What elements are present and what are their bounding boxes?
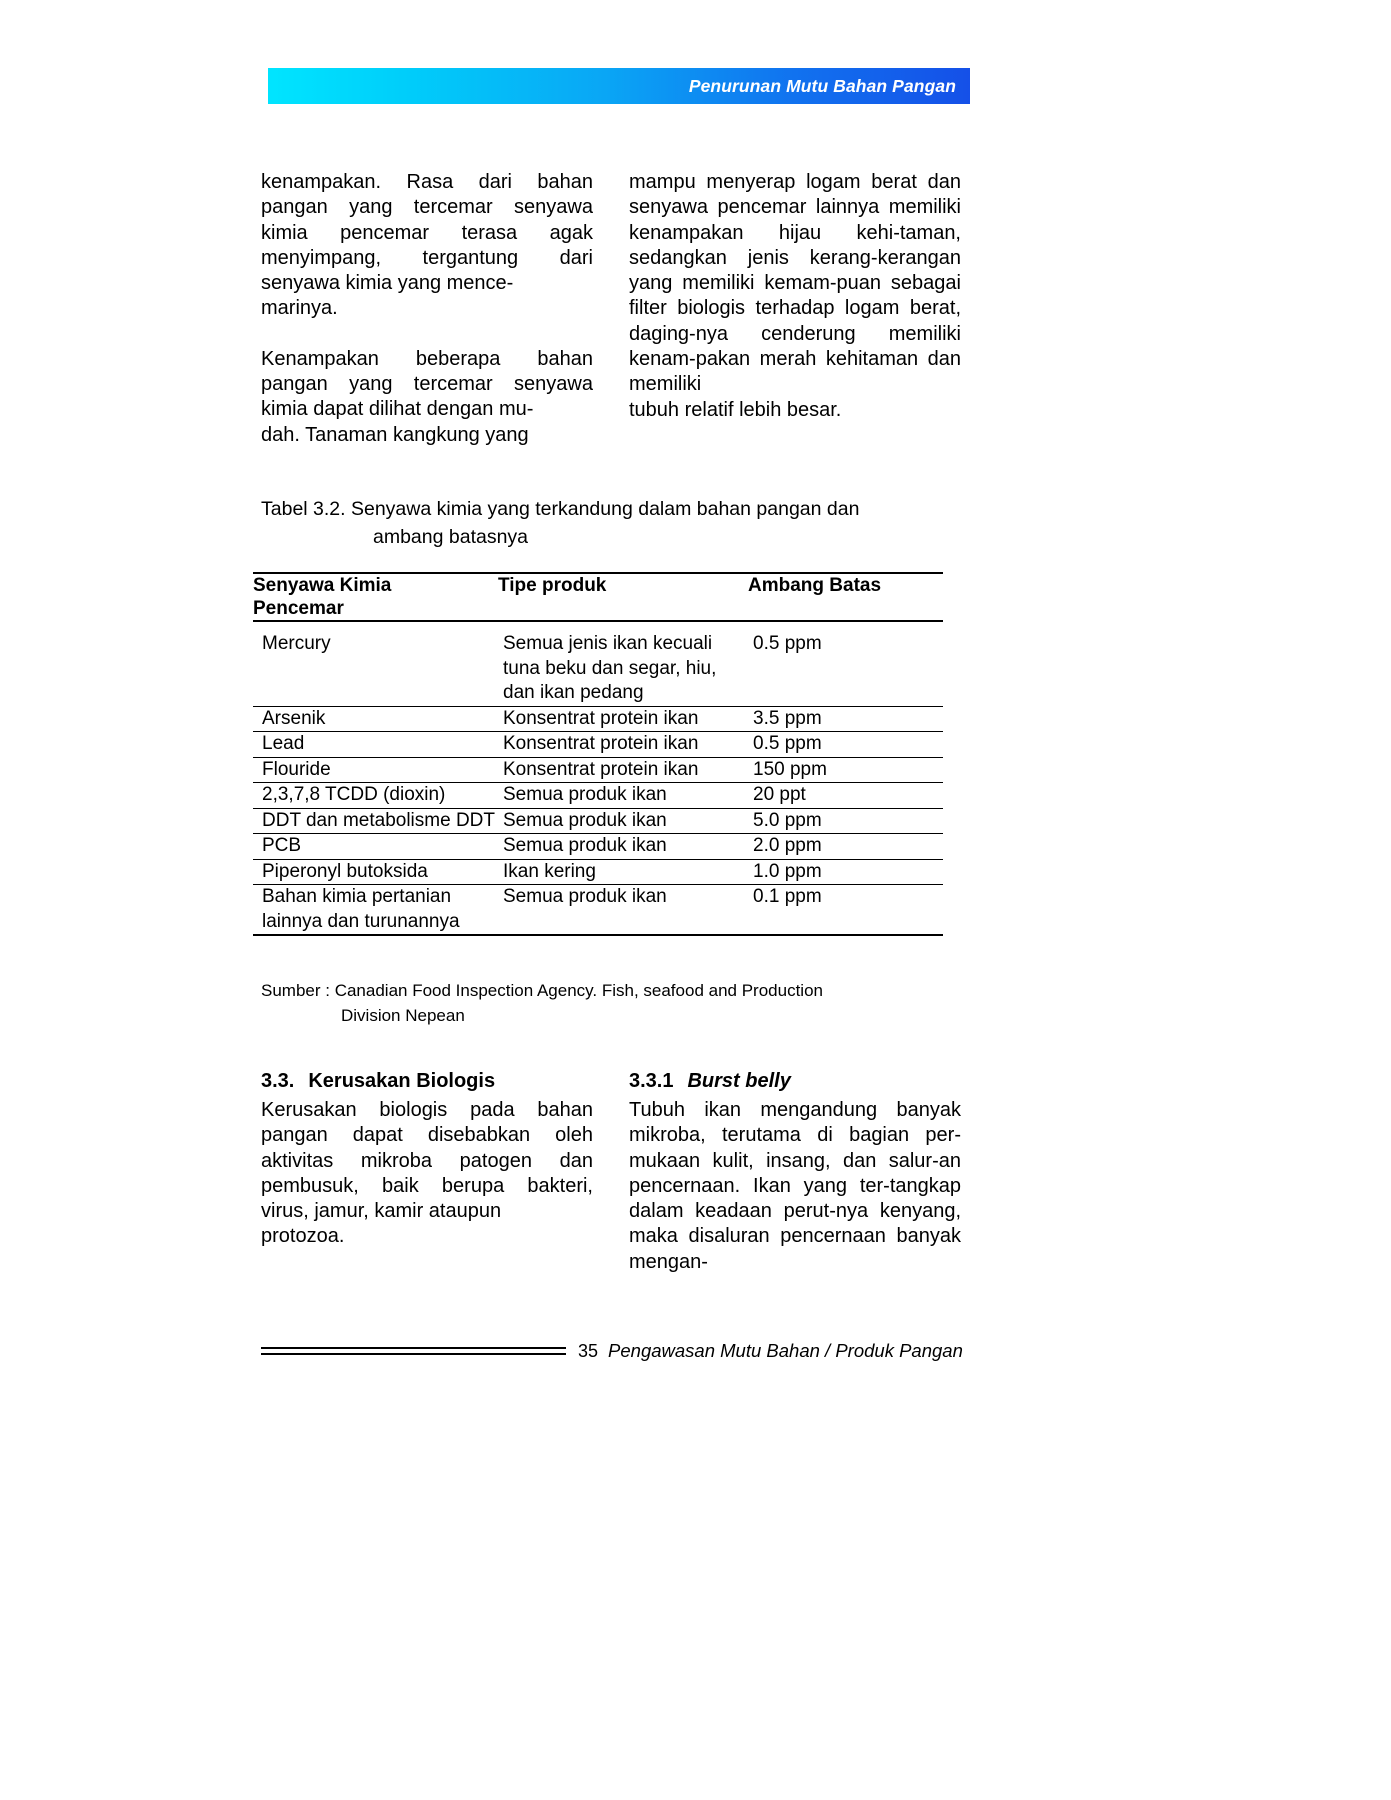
table-header-row xyxy=(253,573,943,621)
table-body xyxy=(253,621,943,935)
cell-tipe: Semua produk ikan xyxy=(503,835,667,856)
table-header-ambang-batas: Ambang Batas xyxy=(748,575,882,596)
table-row xyxy=(253,859,943,885)
paragraph-left-2: Kenampakan beberapa bahan pangan yang tercemar senyawa kimia dapat dilihat dengan mu- dah. Tanaman kangkung yang xyxy=(261,347,593,448)
cell-senyawa: Mercury xyxy=(262,633,331,654)
cell-tipe: Konsentrat protein ikan xyxy=(503,707,699,729)
section-3-3-1 xyxy=(629,1068,961,1275)
table-row xyxy=(253,732,943,758)
cell-senyawa: Piperonyl butoksida xyxy=(262,860,428,882)
sections-columns xyxy=(261,1068,961,1275)
table-caption-line1: Tabel 3.2. Senyawa kimia yang terkandung dalam bahan pangan dan xyxy=(261,498,860,520)
body-column-right xyxy=(629,170,961,448)
page-header-banner xyxy=(268,68,970,104)
cell-tipe: Semua produk ikan xyxy=(503,809,667,831)
cell-tipe: Semua jenis ikan kecuali tuna beku dan segar, hiu, dan ikan pedang xyxy=(503,633,717,703)
cell-senyawa: Flouride xyxy=(262,758,331,780)
table-head xyxy=(253,573,943,621)
cell-senyawa: 2,3,7,8 TCDD (dioxin) xyxy=(262,784,446,805)
page-number: 35 xyxy=(578,1340,599,1361)
table-header-line1: Senyawa Kimia xyxy=(253,575,392,596)
cell-tipe: Konsentrat protein ikan xyxy=(503,733,699,754)
paragraph-right-1-lastline: tubuh relatif lebih besar. xyxy=(629,398,842,421)
cell-senyawa: PCB xyxy=(262,835,302,856)
cell-ambang: 2.0 ppm xyxy=(753,835,822,856)
section-3-3-number: 3.3. xyxy=(261,1070,295,1092)
paragraph-left-2-lastline: dah. Tanaman kangkung yang xyxy=(261,423,529,446)
cell-tipe: Semua produk ikan xyxy=(503,886,667,907)
table-row xyxy=(253,706,943,732)
paragraph-left-1: kenampakan. Rasa dari bahan pangan yang tercemar senyawa kimia pencemar terasa agak menyimpang, tergantung dari senyawa kimia yang mence- marinya. xyxy=(261,170,593,322)
table-row xyxy=(253,885,943,936)
cell-ambang: 3.5 ppm xyxy=(753,707,822,729)
cell-ambang: 0.5 ppm xyxy=(753,733,822,754)
section-3-3-heading xyxy=(261,1068,593,1095)
source-note-line1: Sumber : Canadian Food Inspection Agency. Fish, seafood and Production xyxy=(261,981,823,1000)
table-header-tipe-produk: Tipe produk xyxy=(498,575,607,596)
cell-ambang: 0.5 ppm xyxy=(753,633,822,654)
paragraph-right-1: mampu menyerap logam berat dan senyawa pencemar lainnya memiliki kenampakan hijau kehi-taman, sedangkan jenis kerang-kerangan yang memiliki kemam-puan sebagai filter biologis terhadap logam berat, daging-nya cenderung memiliki kenam-pakan merah kehitaman dan memiliki tubuh relatif lebih besar. xyxy=(629,170,961,423)
section-3-3-body: Kerusakan biologis pada bahan pangan dapat disebabkan oleh aktivitas mikroba patogen dan pembusuk, baik berupa bakteri, virus, jamur, kamir ataupun protozoa. xyxy=(261,1098,593,1250)
cell-tipe: Ikan kering xyxy=(503,860,596,882)
footer-divider xyxy=(261,1347,566,1355)
section-3-3-1-title: Burst belly xyxy=(687,1070,791,1092)
table-row xyxy=(253,834,943,860)
section-3-3-1-heading xyxy=(629,1068,961,1095)
table-row xyxy=(253,757,943,783)
table-header-senyawa-kimia-pencemar xyxy=(253,573,498,621)
table-row xyxy=(253,621,943,706)
cell-ambang: 1.0 ppm xyxy=(753,860,822,882)
section-3-3 xyxy=(261,1068,593,1275)
table-3-2 xyxy=(253,572,943,936)
body-columns xyxy=(261,170,961,448)
source-note-line2: Division Nepean xyxy=(341,1006,465,1025)
cell-senyawa: Lead xyxy=(262,733,305,754)
table-source-note xyxy=(261,978,961,1028)
footer-title: Pengawasan Mutu Bahan / Produk Pangan xyxy=(608,1340,963,1361)
table-row xyxy=(253,808,943,834)
cell-ambang: 5.0 ppm xyxy=(753,809,822,831)
section-3-3-1-body: Tubuh ikan mengandung banyak mikroba, terutama di bagian per-mukaan kulit, insang, dan salur-an pencernaan. Ikan yang ter-tangkap dalam keadaan perut-nya kenyang, maka disaluran pencernaan banyak mengan- xyxy=(629,1099,961,1273)
cell-ambang: 20 ppt xyxy=(753,784,806,805)
table-header-line2: Pencemar xyxy=(253,598,344,619)
table-caption-line2: ambang batasnya xyxy=(373,526,529,548)
section-3-3-title: Kerusakan Biologis xyxy=(308,1070,496,1092)
cell-ambang: 150 ppm xyxy=(753,758,827,780)
cell-senyawa: Bahan kimia pertanian lainnya dan turunannya xyxy=(262,886,460,932)
cell-tipe: Konsentrat protein ikan xyxy=(503,758,699,780)
table-row xyxy=(253,783,943,809)
cell-senyawa: Arsenik xyxy=(262,707,326,729)
table-caption xyxy=(261,495,961,551)
section-3-3-1-number: 3.3.1 xyxy=(629,1070,674,1092)
body-column-left xyxy=(261,170,593,448)
page-footer xyxy=(261,1340,966,1362)
header-title: Penurunan Mutu Bahan Pangan xyxy=(688,75,956,96)
section-3-3-body-lastline: protozoa. xyxy=(261,1225,345,1248)
cell-senyawa: DDT dan metabolisme DDT xyxy=(262,809,496,831)
paragraph-left-1-lastline: marinya. xyxy=(261,297,338,320)
cell-ambang: 0.1 ppm xyxy=(753,886,822,907)
cell-tipe: Semua produk ikan xyxy=(503,784,667,805)
